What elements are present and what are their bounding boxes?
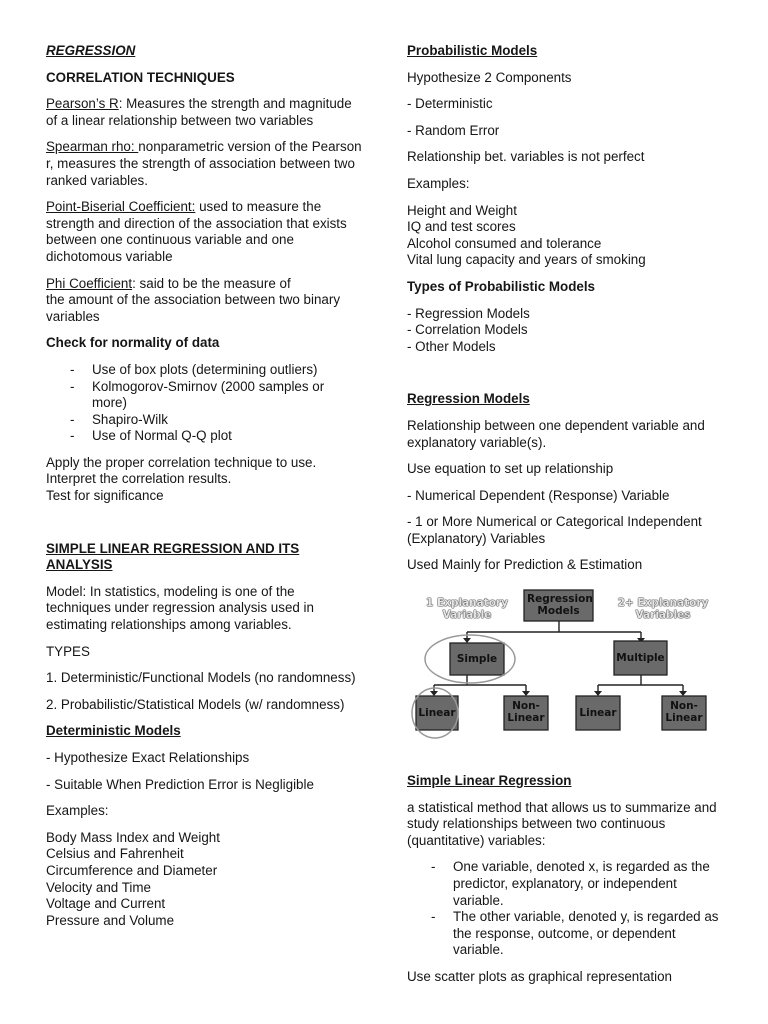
list-item: - Other Models — [407, 338, 496, 354]
regression-models-heading: Regression Models — [407, 391, 530, 407]
list-item: IQ and test scores — [407, 219, 516, 235]
pearson-term: Pearson’s R — [46, 96, 119, 112]
spearman-desc: nonparametric version of the Pearson r, measures the strength of association between two ranked variables. — [46, 139, 362, 188]
numerical-dependent: - Numerical Dependent (Response) Variable — [407, 487, 670, 503]
list-item: - Regression Models — [407, 305, 530, 321]
pointbiserial-paragraph — [46, 199, 362, 265]
apply-lines — [46, 455, 362, 505]
component-2: - Random Error — [407, 122, 500, 138]
types-prob-list — [407, 306, 729, 356]
types-label: TYPES — [46, 643, 90, 659]
list-item: Celsius and Fahrenheit — [46, 846, 184, 862]
doc-title: REGRESSION — [46, 43, 136, 58]
slr-list — [407, 859, 729, 959]
regression-desc: Relationship between one dependent variable and explanatory variable(s). — [407, 417, 705, 450]
linear-box-simple: Linear — [418, 707, 456, 720]
phi-desc-1: : said to be the measure of — [132, 275, 291, 291]
spearman-term: Spearman rho: — [46, 139, 139, 155]
det-point-1: - Hypothesize Exact Relationships — [46, 750, 250, 765]
probabilistic-heading: Probabilistic Models — [407, 43, 538, 58]
left-column — [46, 43, 362, 929]
pointbiserial-term: Point-Biserial Coefficient: — [46, 199, 196, 215]
simple-box: Simple — [456, 653, 498, 666]
types-prob-heading: Types of Probabilistic Models — [407, 278, 595, 294]
type-1: 1. Deterministic/Functional Models (no randomness) — [46, 670, 356, 686]
pearson-paragraph — [46, 96, 362, 129]
linear-box-multiple: Linear — [579, 707, 617, 720]
nonlinear-box-simple: Non-Linear — [507, 700, 545, 725]
type-2: 2. Probabilistic/Statistical Models (w/ randomness) — [46, 696, 345, 712]
list-item: - The other variable, denoted y, is regarded as the response, outcome, or dependent variable. — [431, 909, 719, 958]
list-item: Circumference and Diameter — [46, 862, 218, 878]
nonlinear-box-multiple: Non-Linear — [665, 700, 703, 725]
pearson-desc: : Measures the strength and magnitude of a linear relationship between two variables — [46, 96, 352, 128]
list-item: Alcohol consumed and tolerance — [407, 235, 602, 251]
correlation-heading: CORRELATION TECHNIQUES — [46, 69, 235, 85]
apply-line: Apply the proper correlation technique to use. — [46, 454, 317, 470]
list-item: Height and Weight — [407, 202, 517, 218]
relationship-line: Relationship bet. variables is not perfect — [407, 149, 645, 165]
phi-term: Phi Coefficient — [46, 275, 133, 291]
normality-list — [46, 362, 362, 445]
list-item: Pressure and Volume — [46, 912, 175, 928]
one-explanatory-label: 1 Explanatory Variable — [426, 597, 508, 622]
right-column — [407, 43, 729, 996]
independent-variables: - 1 or More Numerical or Categorical Independent (Explanatory) Variables — [407, 514, 702, 546]
det-examples-label: Examples: — [46, 803, 109, 819]
apply-line: Test for significance — [46, 488, 164, 504]
list-item: - Shapiro-Wilk — [70, 411, 168, 427]
use-equation: Use equation to set up relationship — [407, 461, 614, 477]
slr-heading: Simple Linear Regression — [407, 773, 572, 789]
list-item: - Kolmogorov-Smirnov (2000 samples or more) — [70, 378, 325, 411]
det-examples — [46, 830, 362, 930]
list-item: Voltage and Current — [46, 896, 166, 912]
apply-line: Interpret the correlation results. — [46, 471, 232, 487]
two-explanatory-label: 2+ Explanatory Variables — [617, 597, 709, 622]
regression-models-diagram — [407, 580, 729, 745]
list-item: - Use of box plots (determining outliers) — [70, 361, 318, 377]
list-item: - Use of Normal Q-Q plot — [70, 428, 232, 444]
det-point-2: - Suitable When Prediction Error is Negligible — [46, 776, 314, 792]
deterministic-heading: Deterministic Models — [46, 723, 181, 739]
spearman-paragraph — [46, 139, 362, 189]
list-item: Velocity and Time — [46, 879, 151, 895]
model-paragraph: Model: In statistics, modeling is one of the techniques under regression analysis used in estimating relationships among variables. — [46, 583, 314, 633]
normality-heading: Check for normality of data — [46, 335, 220, 351]
prob-examples — [407, 203, 729, 269]
component-1: - Deterministic — [407, 96, 493, 112]
prob-examples-label: Examples: — [407, 175, 470, 191]
list-item: - One variable, denoted x, is regarded as the predictor, explanatory, or independent variable. — [431, 859, 710, 908]
phi-paragraph — [46, 276, 362, 326]
scatter-line: Use scatter plots as graphical representation — [407, 969, 672, 984]
regression-models-box: Regression Models — [527, 593, 593, 618]
multiple-box: Multiple — [616, 652, 665, 665]
list-item: Vital lung capacity and years of smoking — [407, 252, 646, 268]
pointbiserial-desc: used to measure the strength and direction of the association that exists between one continuous variable and one dichotomous variable — [46, 199, 347, 264]
slr-analysis-heading: SIMPLE LINEAR REGRESSION AND ITS ANALYSIS — [46, 540, 300, 573]
slr-description: a statistical method that allows us to summarize and study relationships between two continuous (quantitative) variables: — [407, 799, 717, 848]
list-item: Body Mass Index and Weight — [46, 829, 220, 845]
used-for: Used Mainly for Prediction & Estimation — [407, 557, 643, 573]
phi-desc-2: the amount of the association between two binary variables — [46, 292, 341, 324]
hypothesize-line: Hypothesize 2 Components — [407, 69, 572, 85]
list-item: - Correlation Models — [407, 322, 528, 338]
